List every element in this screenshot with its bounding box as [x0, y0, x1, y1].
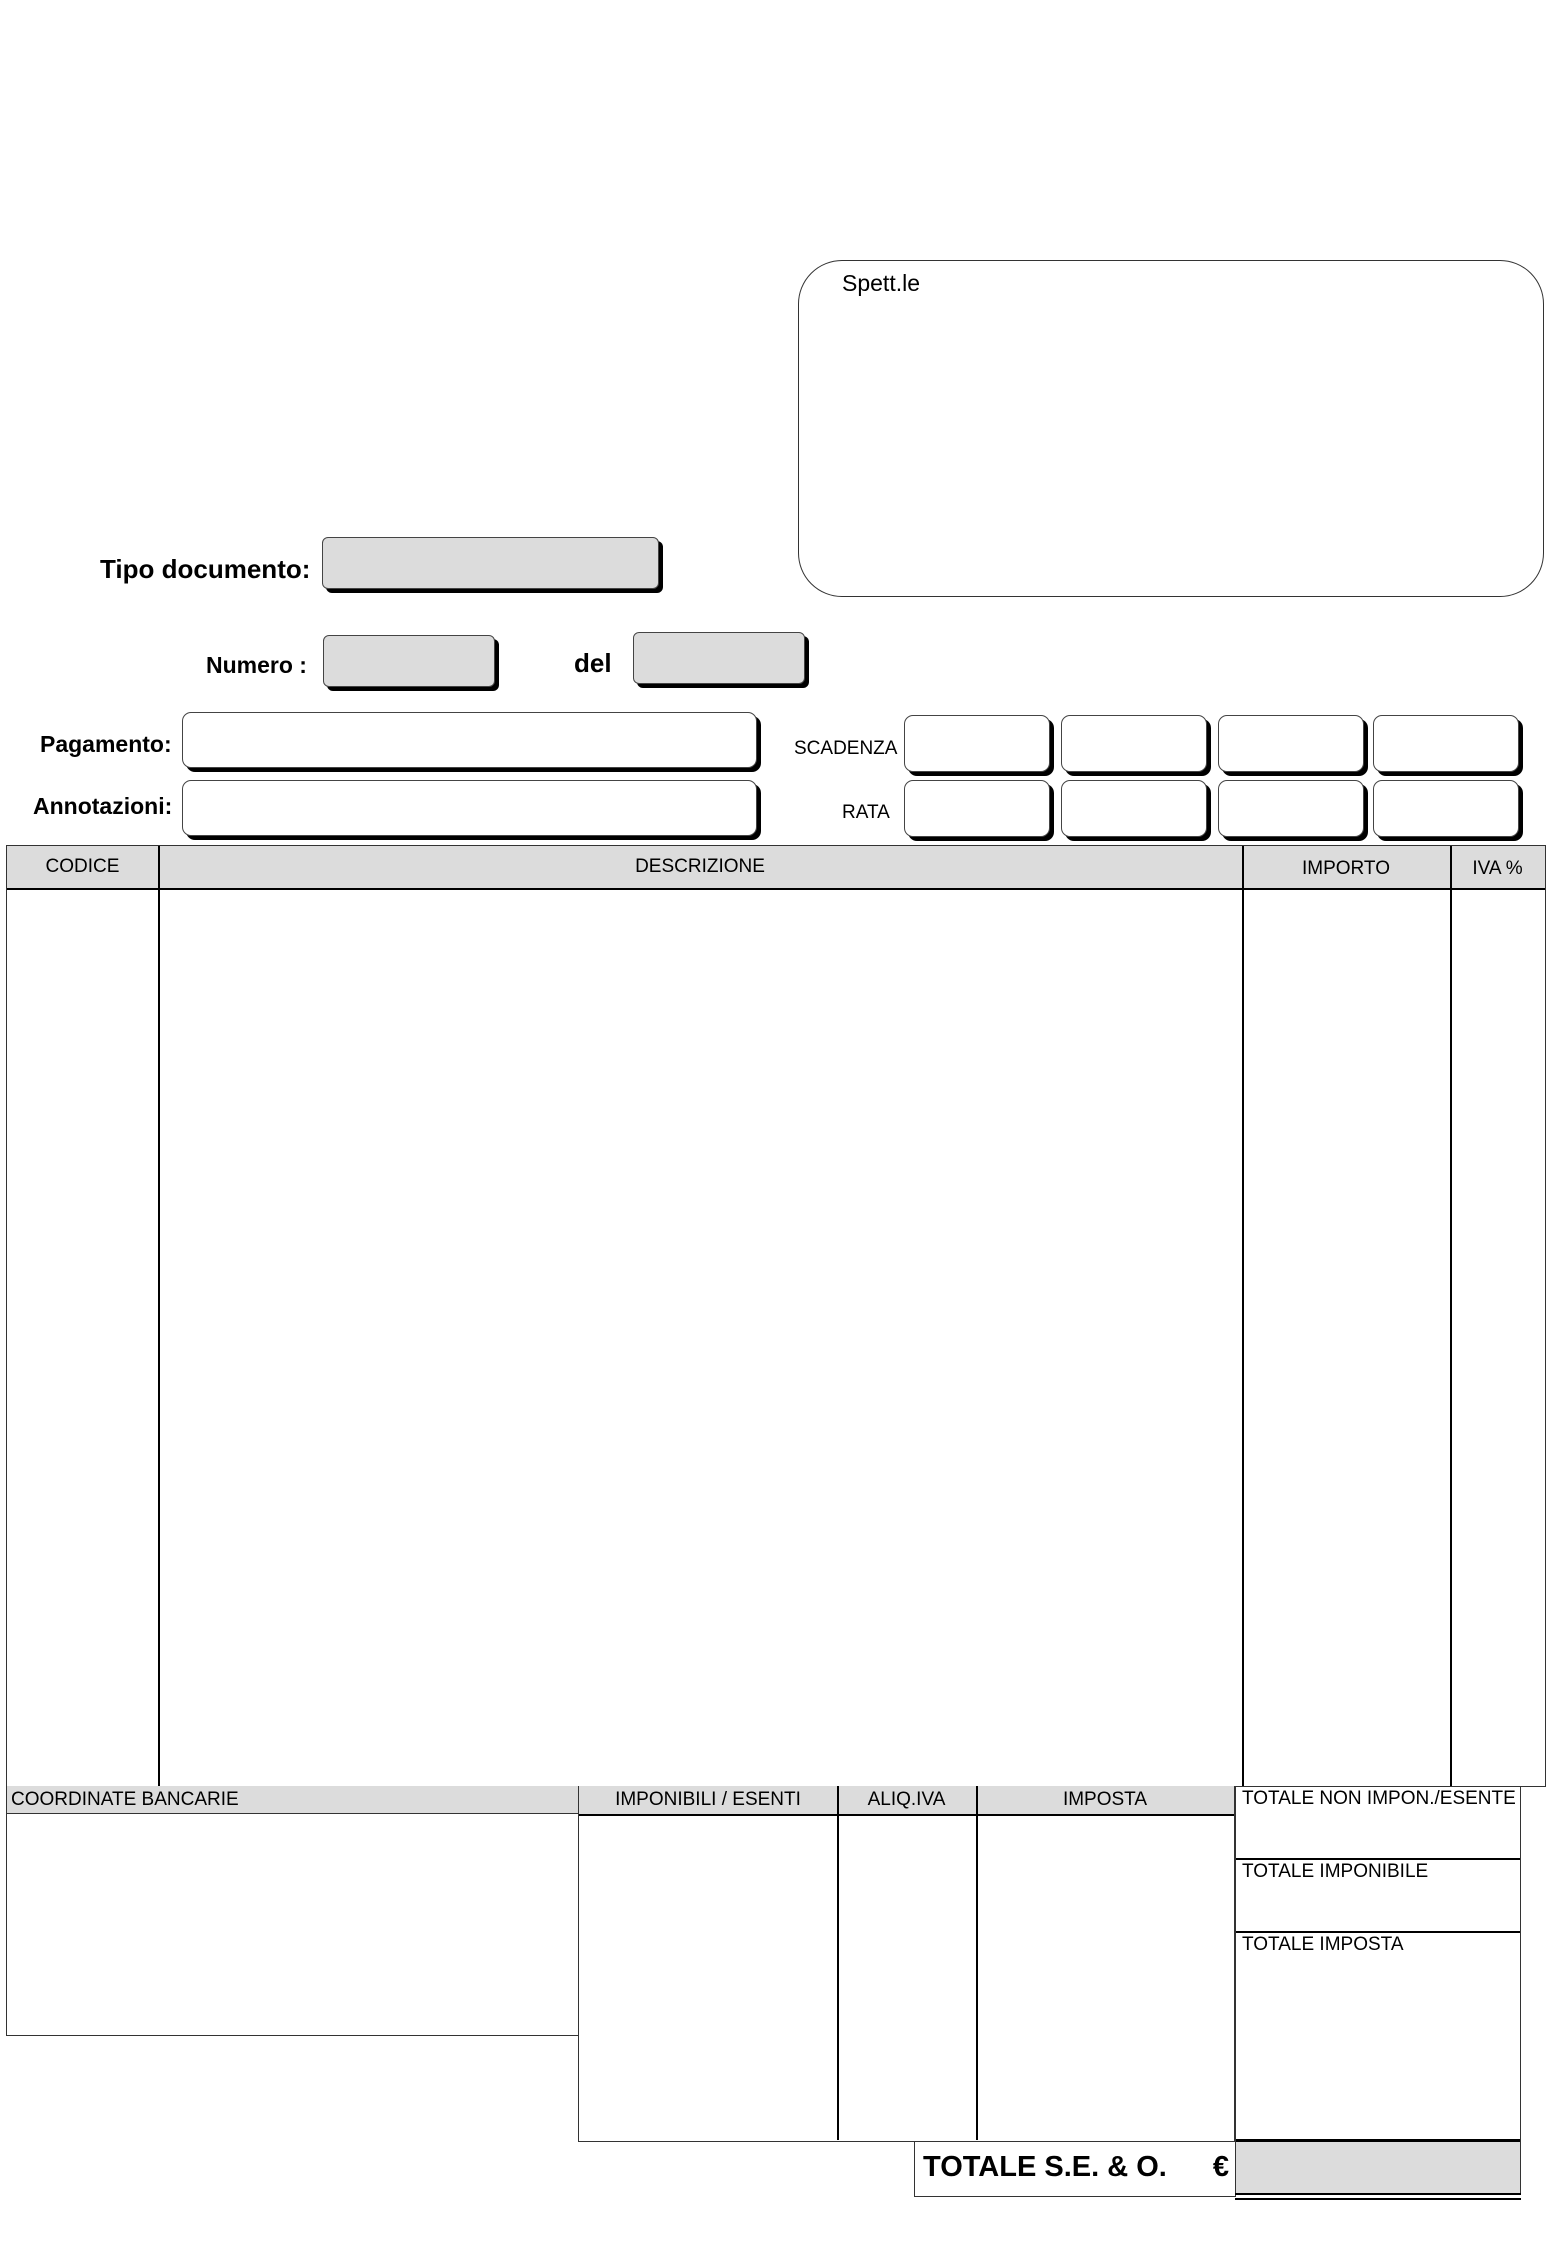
scadenza-label: SCADENZA [794, 738, 898, 759]
scadenza-field-3[interactable] [1218, 715, 1364, 772]
pagamento-field[interactable] [182, 712, 757, 768]
grand-total-field[interactable] [1235, 2142, 1521, 2195]
totale-non-imponibile-label: TOTALE NON IMPON./ESENTE [1242, 1788, 1516, 1809]
numero-label: Numero : [206, 652, 307, 678]
totale-imponibile-label: TOTALE IMPONIBILE [1242, 1861, 1429, 1882]
vat-header-bottom-line [579, 1814, 1234, 1816]
items-header-importo: IMPORTO [1242, 846, 1450, 888]
coordinate-bancarie-box[interactable] [6, 1786, 579, 2036]
totale-imposta-label: TOTALE IMPOSTA [1242, 1934, 1404, 1955]
annotazioni-field[interactable] [182, 780, 757, 836]
rata-field-3[interactable] [1218, 780, 1364, 837]
grand-total-underline-1 [1235, 2193, 1521, 2195]
rata-field-2[interactable] [1061, 780, 1207, 837]
annotazioni-label: Annotazioni: [33, 793, 173, 819]
rata-field-4[interactable] [1373, 780, 1519, 837]
vat-breakdown-table [578, 1786, 1235, 2142]
recipient-label: Spett.le [842, 270, 920, 296]
items-header-iva: IVA % [1450, 846, 1545, 888]
grand-total-underline-2 [1235, 2198, 1521, 2200]
vat-col-divider-1 [837, 1786, 839, 2140]
tipo-documento-label: Tipo documento: [100, 554, 311, 584]
totals-divider-1 [1236, 1858, 1520, 1860]
date-field[interactable] [633, 632, 805, 684]
scadenza-field-1[interactable] [904, 715, 1050, 772]
rata-label: RATA [842, 802, 890, 823]
numero-field[interactable] [323, 635, 495, 687]
totals-box [1235, 1786, 1521, 2142]
tipo-documento-field[interactable] [322, 537, 659, 589]
del-label: del [574, 648, 612, 678]
imponibili-header: IMPONIBILI / ESENTI [579, 1786, 837, 1814]
coordinate-bancarie-header: COORDINATE BANCARIE [7, 1786, 579, 1814]
items-table [6, 845, 1546, 1787]
scadenza-field-4[interactable] [1373, 715, 1519, 772]
items-header-bottom-line [7, 888, 1545, 890]
items-col-divider-2 [1242, 846, 1244, 1786]
aliq-iva-header: ALIQ.IVA [837, 1786, 976, 1814]
grand-total-label: TOTALE S.E. & O. [923, 2151, 1167, 2183]
totals-divider-2 [1236, 1931, 1520, 1933]
rata-field-1[interactable] [904, 780, 1050, 837]
pagamento-label: Pagamento: [40, 731, 172, 757]
grand-total-label-box [914, 2142, 1236, 2197]
imposta-header: IMPOSTA [976, 1786, 1234, 1814]
items-header-descrizione: DESCRIZIONE [158, 846, 1242, 888]
recipient-box[interactable] [798, 260, 1544, 597]
items-header-codice: CODICE [7, 846, 158, 888]
items-col-divider-1 [158, 846, 160, 1786]
items-col-divider-3 [1450, 846, 1452, 1786]
currency-symbol: € [1212, 2151, 1229, 2183]
vat-col-divider-2 [976, 1786, 978, 2140]
scadenza-field-2[interactable] [1061, 715, 1207, 772]
